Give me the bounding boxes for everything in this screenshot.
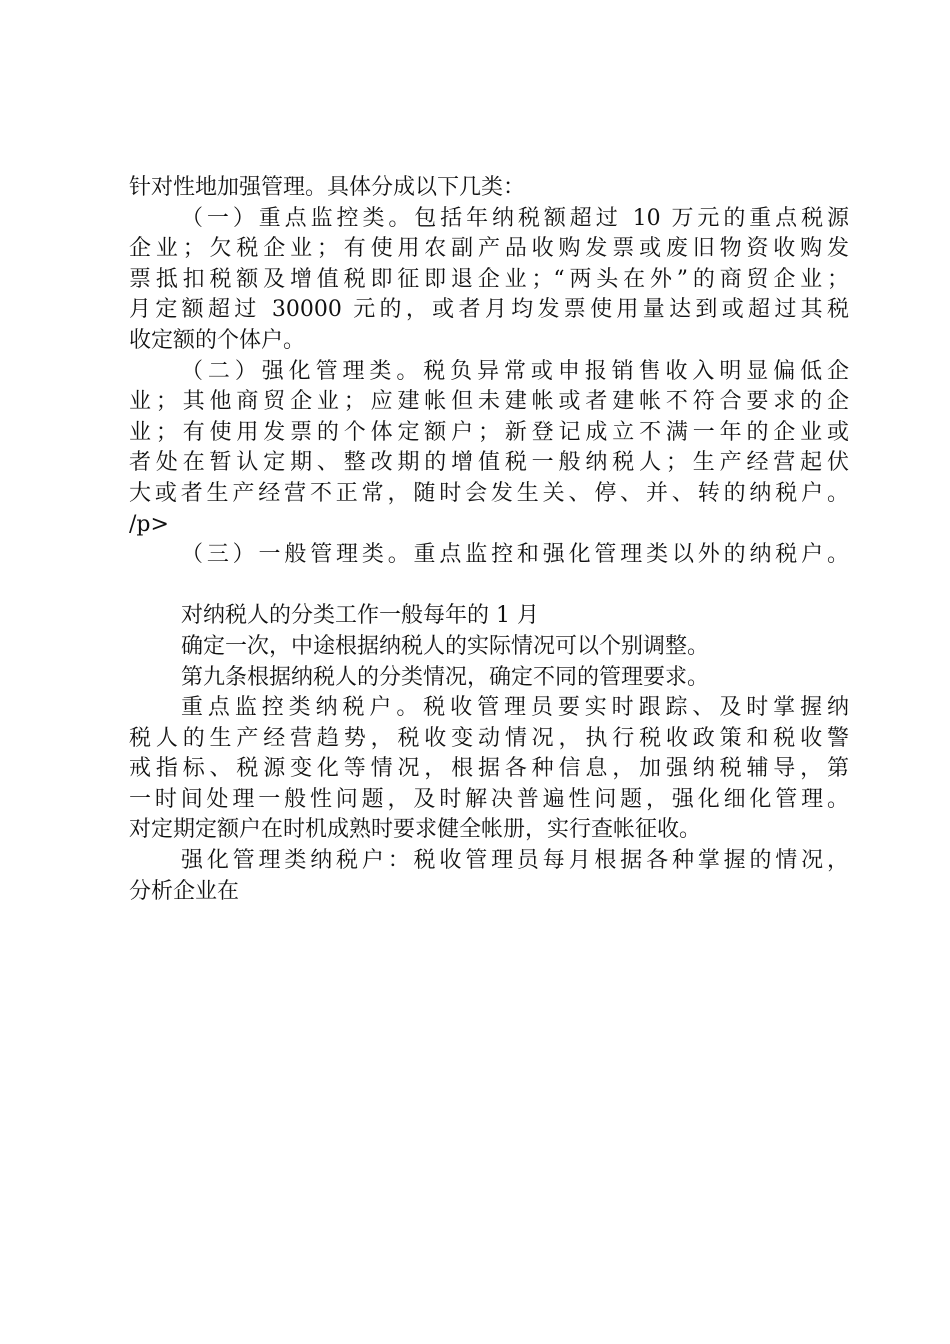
text-line: 第九条根据纳税人的分类情况，确定不同的管理要求。: [181, 664, 710, 690]
text-line: 一时间处理一般性问题，及时解决普遍性问题，强化细化管理。: [129, 786, 849, 812]
text-line: 戒指标、税源变化等情况，根据各种信息，加强纳税辅导，第: [129, 756, 849, 782]
text-line: 票抵扣税额及增值税即征即退企业；“两头在外”的商贸企业；: [129, 266, 849, 292]
text-line: 确定一次，中途根据纳税人的实际情况可以个别调整。: [181, 633, 710, 659]
text-line: 对纳税人的分类工作一般每年的 1 月: [181, 603, 539, 629]
text-line: 分析企业在: [129, 878, 240, 904]
text-line: 业；其他商贸企业；应建帐但未建帐或者建帐不符合要求的企: [129, 389, 849, 415]
text-line: 针对性地加强管理。具体分成以下几类：: [129, 175, 526, 200]
text-line: 月定额超过 30000 元的，或者月均发票使用量达到或超过其税: [129, 297, 849, 323]
text-line: 收定额的个体户。: [129, 327, 306, 353]
text-line: 业；有使用发票的个体定额户；新登记成立不满一年的企业或: [129, 419, 849, 445]
text-line: 对定期定额户在时机成熟时要求健全帐册，实行查帐征收。: [129, 817, 702, 843]
text-line: （二）强化管理类。税负异常或申报销售收入明显偏低企: [181, 358, 849, 384]
text-line: （一）重点监控类。包括年纳税额超过 10 万元的重点税源: [181, 205, 849, 231]
blank-line: [129, 571, 849, 602]
text-line: 企业；欠税企业；有使用农副产品收购发票或废旧物资收购发: [129, 236, 849, 262]
text-line: 重点监控类纳税户。税收管理员要实时跟踪、及时掌握纳: [181, 695, 849, 721]
text-line: 大或者生产经营不正常，随时会发生关、停、并、转的纳税户。: [129, 480, 849, 506]
text-line: 者处在暂认定期、整改期的增值税一般纳税人；生产经营起伏: [129, 450, 849, 476]
text-line: 强化管理类纳税户：税收管理员每月根据各种掌握的情况，: [181, 848, 849, 874]
document-body: [129, 173, 849, 907]
text-line: /p>: [129, 511, 169, 537]
text-line: （三）一般管理类。重点监控和强化管理类以外的纳税户。: [181, 542, 849, 568]
text-line: 税人的生产经营趋势，税收变动情况，执行税收政策和税收警: [129, 725, 849, 751]
